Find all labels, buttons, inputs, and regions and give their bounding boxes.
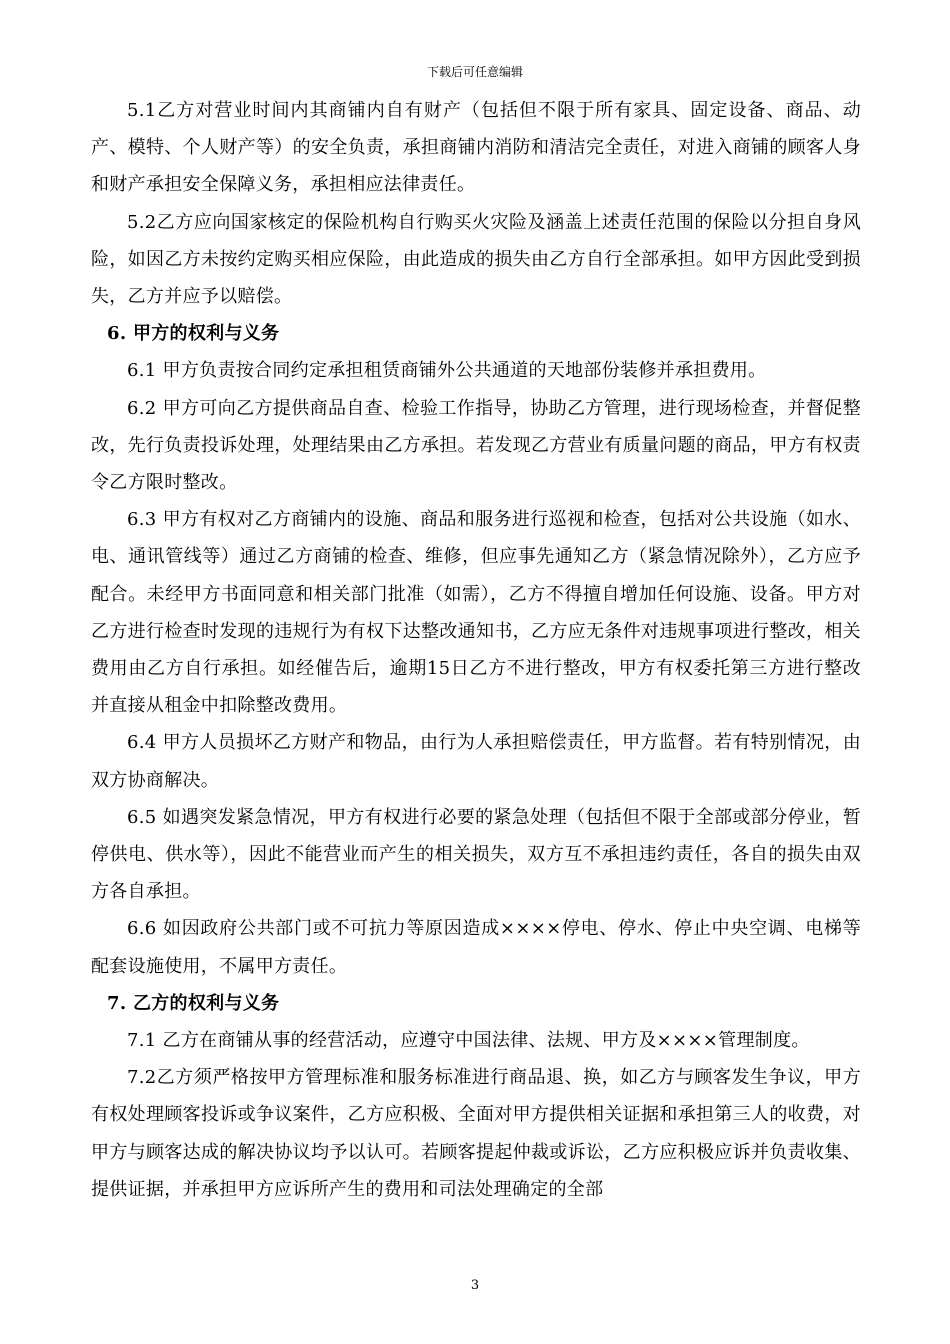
clause-7-1: 7.1 乙方在商铺从事的经营活动，应遵守中国法律、法规、甲方及××××管理制度。 xyxy=(127,1030,810,1052)
clause-6-2: 6.2 甲方可向乙方提供商品自查、检验工作指导，协助乙方管理，进行现场检查，并督促整改，先行负责投诉处理，处理结果由乙方承担。若发现乙方营业有质量问题的商品，甲方有权责令乙方限时整改。 xyxy=(91,397,861,494)
page-header: 下载后可任意编辑 xyxy=(426,65,523,79)
clause-6-1: 6.1 甲方负责按合同约定承担租赁商铺外公共通道的天地部份装修并承担费用。 xyxy=(127,360,767,382)
page-number: 3 xyxy=(470,1278,480,1293)
clause-6-5: 6.5 如遇突发紧急情况，甲方有权进行必要的紧急处理（包括但不限于全部或部分停业，暂停供电、供水等），因此不能营业而产生的相关损失，双方互不承担违约责任，各自的损失由双方各自承担。 xyxy=(91,806,861,903)
clause-6-3: 6.3 甲方有权对乙方商铺内的设施、商品和服务进行巡视和检查，包括对公共设施（如水、电、通讯管线等）通过乙方商铺的检查、维修，但应事先通知乙方（紧急情况除外），乙方应予配合。未经甲方书面同意和相关部门批准（如需），乙方不得擅自增加任何设施、设备。甲方对乙方进行检查时发现的违规行为有权下达整改通知书，乙方应无条件对违规事项进行整改，相关费用由乙方自行承担。如经催告后，逾期15日乙方不进行整改，甲方有权委托第三方进行整改并直接从租金中扣除整改费用。 xyxy=(91,509,861,717)
section-6-heading: 6. 甲方的权利与义务 xyxy=(107,323,280,345)
document-body xyxy=(91,92,861,1208)
clause-7-2: 7.2乙方须严格按甲方管理标准和服务标准进行商品退、换，如乙方与顾客发生争议，甲方有权处理顾客投诉或争议案件，乙方应积极、全面对甲方提供相关证据和承担第三人的收费，对甲方与顾客达成的解决协议均予以认可。若顾客提起仲裁或诉讼，乙方应积极应诉并负责收集、提供证据，并承担甲方应诉所产生的费用和司法处理确定的全部 xyxy=(91,1067,861,1200)
clause-6-6: 6.6 如因政府公共部门或不可抗力等原因造成××××停电、停水、停止中央空调、电梯等配套设施使用，不属甲方责任。 xyxy=(91,918,861,977)
clause-6-4: 6.4 甲方人员损坏乙方财产和物品，由行为人承担赔偿责任，甲方监督。若有特别情况，由双方协商解决。 xyxy=(91,732,861,791)
section-7-heading: 7. 乙方的权利与义务 xyxy=(107,992,280,1014)
clause-5-2: 5.2乙方应向国家核定的保险机构自行购买火灾险及涵盖上述责任范围的保险以分担自身风险，如因乙方未按约定购买相应保险，由此造成的损失由乙方自行全部承担。如甲方因此受到损失，乙方并应予以赔偿。 xyxy=(91,211,861,308)
clause-5-1: 5.1乙方对营业时间内其商铺内自有财产（包括但不限于所有家具、固定设备、商品、动产、模特、个人财产等）的安全负责，承担商铺内消防和清洁完全责任，对进入商铺的顾客人身和财产承担安全保障义务，承担相应法律责任。 xyxy=(91,100,861,196)
